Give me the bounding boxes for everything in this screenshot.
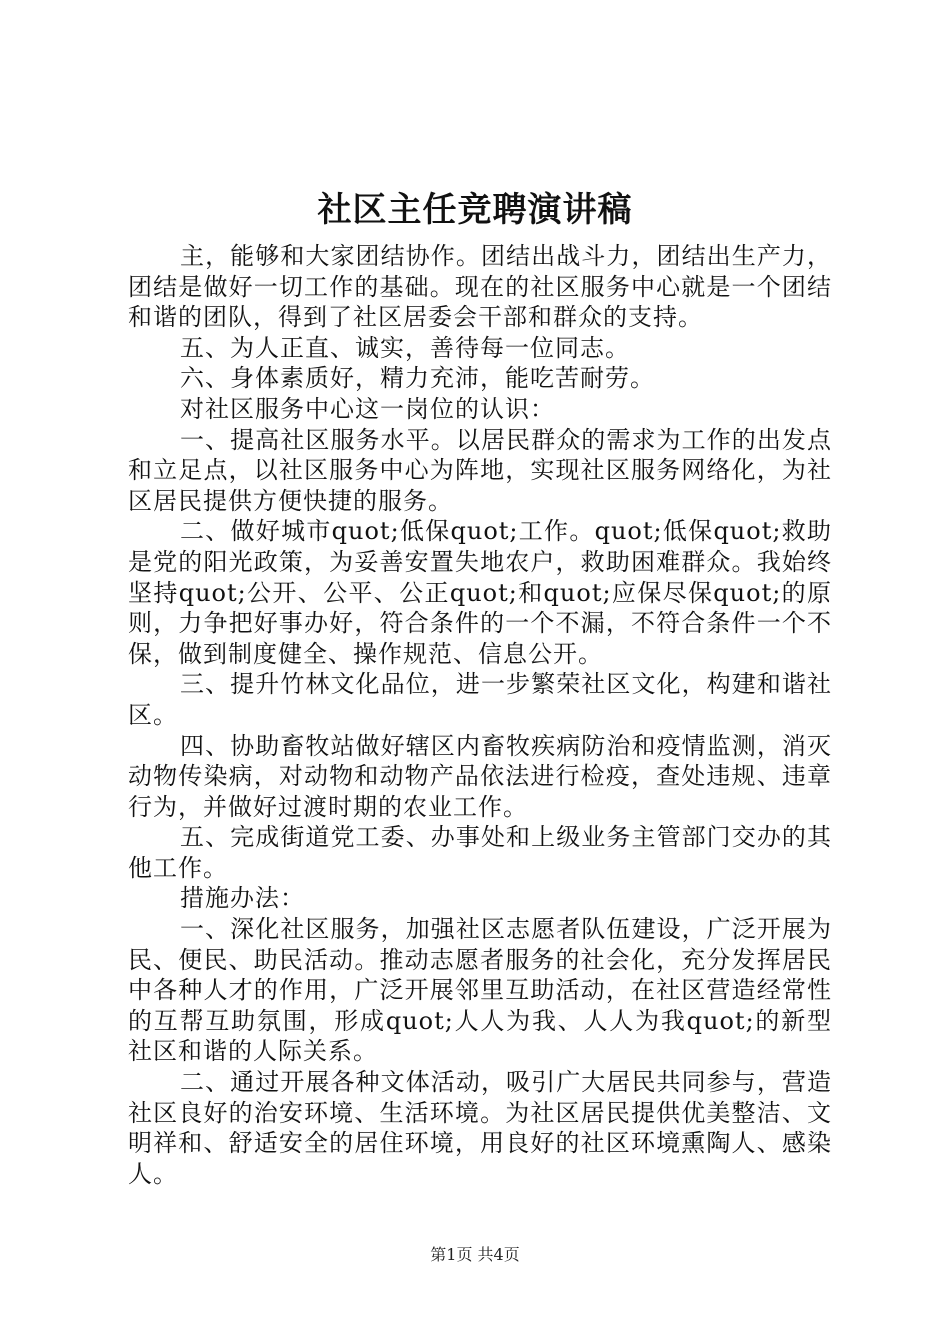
paragraph: 对社区服务中心这一岗位的认识： [180, 394, 555, 423]
paragraph: 措施办法： [180, 884, 305, 913]
document-title: 社区主任竞聘演讲稿 [317, 190, 633, 230]
paragraph: 一、提高社区服务水平。以居民群众的需求为工作的出发点和立足点，以社区服务中心为阵地，实现社区服务网络化，为社区居民提供方便快捷的服务。 [128, 425, 832, 515]
page-number-footer: 第1页 共4页 [430, 1245, 520, 1264]
paragraph: 二、通过开展各种文体活动，吸引广大居民共同参与，营造社区良好的治安环境、生活环境。为社区居民提供优美整洁、文明祥和、舒适安全的居住环境，用良好的社区环境熏陶人、感染人。 [128, 1068, 832, 1188]
document-body [128, 241, 832, 1189]
paragraph: 主，能够和大家团结协作。团结出战斗力，团结出生产力，团结是做好一切工作的基础。现在的社区服务中心就是一个团结和谐的团队，得到了社区居委会干部和群众的支持。 [128, 242, 832, 332]
paragraph: 四、协助畜牧站做好辖区内畜牧疾病防治和疫情监测，消灭动物传染病，对动物和动物产品依法进行检疫，查处违规、违章行为，并做好过渡时期的农业工作。 [128, 731, 832, 821]
paragraph: 六、身体素质好，精力充沛，能吃苦耐劳。 [180, 364, 655, 393]
paragraph: 二、做好城市quot;低保quot;工作。quot;低保quot;救助是党的阳光政策，为妥善安置失地农户，救助困难群众。我始终坚持quot;公开、公平、公正quot;和quot;应保尽保quot;的原则，力争把好事办好，符合条件的一个不漏，不符合条件一个不保，做到制度健全、操作规范、信息公开。 [128, 517, 832, 668]
paragraph: 五、完成街道党工委、办事处和上级业务主管部门交办的其他工作。 [128, 823, 832, 882]
paragraph: 一、深化社区服务，加强社区志愿者队伍建设，广泛开展为民、便民、助民活动。推动志愿者服务的社会化，充分发挥居民中各种人才的作用，广泛开展邻里互助活动，在社区营造经常性的互帮互助氛围，形成quot;人人为我、人人为我quot;的新型社区和谐的人际关系。 [128, 915, 832, 1066]
paragraph: 三、提升竹林文化品位，进一步繁荣社区文化，构建和谐社区。 [128, 670, 832, 729]
paragraph: 五、为人正直、诚实，善待每一位同志。 [180, 333, 630, 362]
